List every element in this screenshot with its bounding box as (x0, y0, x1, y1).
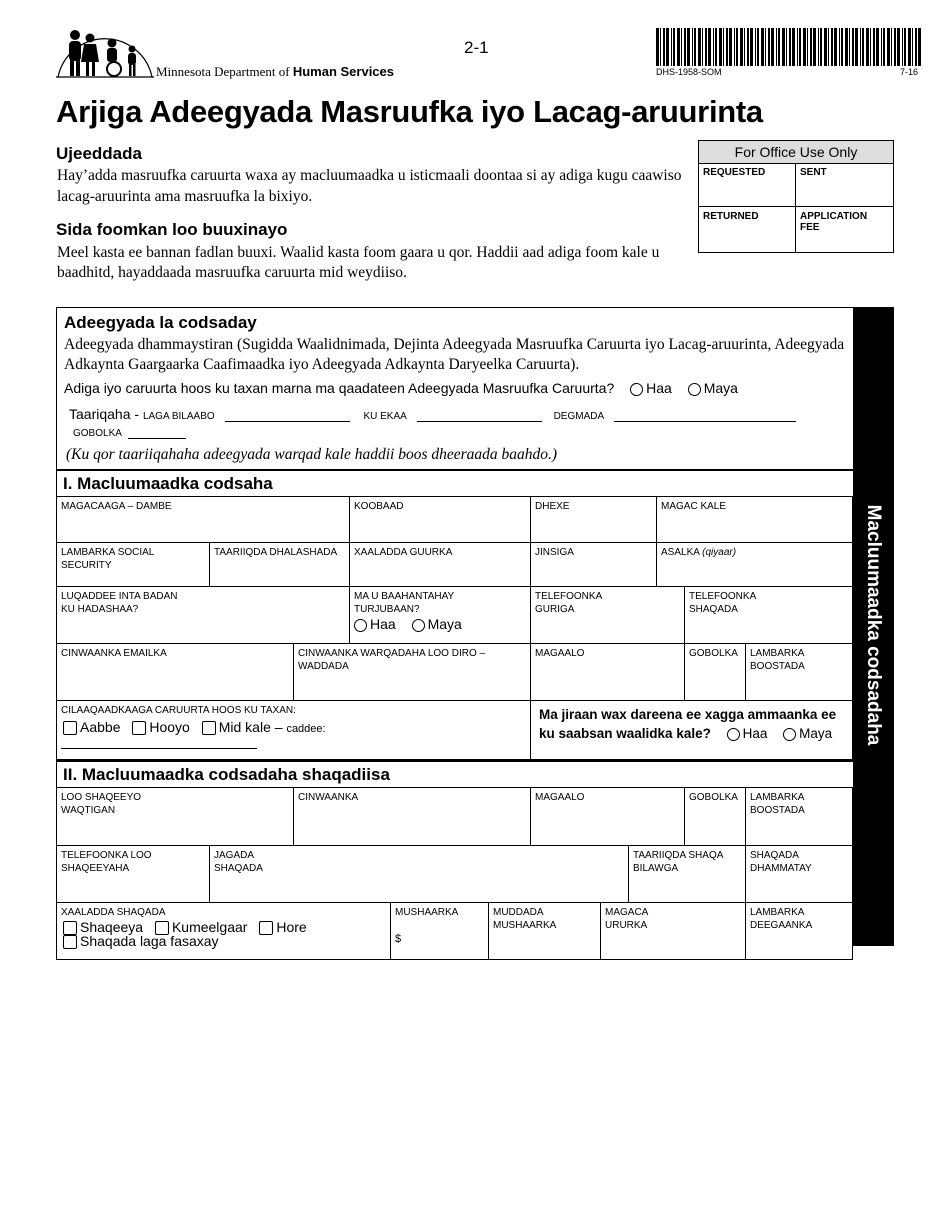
section-2-heading: II. Macluumaadka codsadaha shaqadiisa (57, 760, 853, 788)
other-name-field[interactable]: MAGAC KALE (657, 497, 853, 543)
home-phone-label-2: GURIGA (535, 604, 575, 615)
barcode-bar (918, 28, 921, 66)
barcode-bar (765, 28, 766, 66)
employer-zip-label-1: LAMBARKA (750, 792, 805, 803)
barcode-bar (818, 28, 819, 66)
barcode-bar (768, 28, 770, 66)
union-field[interactable] (601, 903, 746, 960)
union-label-1: MAGACA (605, 907, 649, 918)
job-title-label-2: SHAQADA (214, 863, 263, 874)
barcode-bar (671, 28, 672, 66)
barcode-bar (726, 28, 728, 66)
barcode-bar (803, 28, 806, 66)
barcode-bar (897, 28, 900, 66)
relationship-field (57, 701, 531, 760)
barcode-bar (713, 28, 714, 66)
mailing-label-1: CINWAANKA WARQADAHA LOO DIRO – (298, 648, 486, 659)
barcode-bar (881, 28, 882, 66)
first-name-field[interactable]: KOOBAAD (350, 497, 531, 543)
specify-label: caddee: (286, 723, 326, 735)
last-name-field[interactable]: MAGACAAGA – DAMBE (57, 497, 350, 543)
barcode-bar (908, 28, 911, 66)
barcode-bar (705, 28, 707, 66)
no-label: Maya (799, 726, 833, 741)
office-use-title: For Office Use Only (699, 141, 893, 164)
page-title: Arjiga Adeegyada Masruufka iyo Lacag-aruurinta (56, 94, 763, 129)
barcode-bar (887, 28, 890, 66)
zip-label-2: BOOSTADA (750, 661, 805, 672)
barcode-bar (687, 28, 690, 66)
interpreter-no-radio[interactable] (412, 619, 425, 632)
agency-name: Human Services (292, 64, 394, 79)
interpreter-label-1: MA U BAAHANTAHAY (354, 591, 455, 602)
prior-services-yes-radio[interactable] (630, 383, 643, 396)
dob-field[interactable]: TAARIIQDA DHALASHADA (210, 543, 350, 587)
barcode-bar (750, 28, 753, 66)
end-date-label-1: SHAQADA (750, 850, 799, 861)
agency-prefix: Minnesota Department of (156, 64, 290, 79)
job-title-field[interactable] (210, 846, 629, 903)
barcode-bar (894, 28, 896, 66)
barcode-bar (870, 28, 871, 66)
barcode-bar (912, 28, 913, 66)
end-date-label-2: DHAMMATAY (750, 863, 812, 874)
barcode-bar (729, 28, 732, 66)
barcode-bar (789, 28, 791, 66)
services-note: (Ku qor taariiqahaha adeegyada warqad kale haddii boos dheeraada baahdo.) (66, 446, 558, 463)
barcode-bar (834, 28, 837, 66)
barcode-bar (708, 28, 711, 66)
office-returned: RETURNED (699, 207, 796, 252)
city-field[interactable]: MAGAALO (531, 644, 685, 701)
start-date-field-s2[interactable] (629, 846, 746, 903)
license-field[interactable] (746, 903, 853, 960)
mother-checkbox[interactable] (132, 721, 146, 735)
barcode-bar (860, 28, 861, 66)
barcode-bar (698, 28, 701, 66)
start-label: LAGA BILAABO (142, 411, 215, 422)
dates-row (69, 406, 796, 422)
employer-phone-field[interactable] (57, 846, 210, 903)
zip-field[interactable] (746, 644, 853, 701)
instructions-heading: Sida foomkan loo buuxinayo (56, 220, 288, 239)
pay-period-label-1: MUDDADA (493, 907, 544, 918)
dollar-sign: $ (395, 933, 402, 945)
barcode-bar (677, 28, 680, 66)
no-label: Maya (427, 616, 462, 632)
barcode-bar (820, 28, 822, 66)
office-requested: REQUESTED (699, 163, 796, 207)
dhs-logo (56, 27, 154, 79)
barcode-bar (663, 28, 665, 66)
barcode-bar (740, 28, 743, 66)
interpreter-field (350, 587, 531, 644)
barcode (656, 28, 922, 66)
safety-yes-radio[interactable] (727, 728, 740, 741)
language-label-2: KU HADASHAA? (61, 604, 139, 615)
barcode-bar (902, 28, 903, 66)
section-1-heading: I. Macluumaadka codsaha (57, 469, 853, 497)
start-date-field[interactable] (225, 421, 350, 422)
barcode-bar (849, 28, 850, 66)
state-field-s1[interactable]: GOBOLKA (685, 644, 746, 701)
barcode-bar (831, 28, 833, 66)
county-field[interactable] (614, 421, 796, 422)
dates-label: Taariqaha - (69, 406, 140, 422)
other-specify-field[interactable] (61, 748, 257, 749)
barcode-bar (747, 28, 749, 66)
state-field[interactable] (128, 426, 186, 439)
prior-services-no-radio[interactable] (688, 383, 701, 396)
status-options-2 (55, 935, 386, 949)
office-fee: APPLICATION FEE (800, 211, 868, 233)
zip-label-1: LAMBARKA (750, 648, 805, 659)
employer-phone-label-2: SHAQEEYAHA (61, 863, 130, 874)
barcode-bar (866, 28, 869, 66)
other-checkbox[interactable] (202, 721, 216, 735)
employed-checkbox[interactable] (63, 921, 77, 935)
end-label: KU EKAA (363, 411, 407, 422)
barcode-bar (828, 28, 829, 66)
barcode-bar (702, 28, 703, 66)
barcode-bar (786, 28, 787, 66)
barcode-bar (904, 28, 906, 66)
barcode-bar (839, 28, 840, 66)
barcode-bar (915, 28, 917, 66)
purpose-heading: Ujeeddada (56, 144, 142, 163)
sex-field[interactable]: JINSIGA (531, 543, 657, 587)
county-label: DEGMADA (553, 411, 605, 422)
language-label-1: LUQADDEE INTA BADAN (61, 591, 178, 602)
other-label: Mid kale – (218, 719, 283, 735)
employed-label: Shaqeeya (80, 919, 144, 935)
work-phone-field[interactable] (685, 587, 853, 644)
services-description: Adeegyada dhammaystiran (Sugidda Waalidnimada, Dejinta Adeegyada Masruufka Caruurta iyo Lacag-aruurinta, Adeegyada Adkaynta Gaargaarka Caafimaadka iyo Adeegyada Adkaynta Daryeelka Caruurta). (64, 336, 845, 373)
laid-off-checkbox[interactable] (63, 935, 77, 949)
employment-status-label: XAALADDA SHAQADA (61, 907, 166, 918)
prior-services-text: Adiga iyo caruurta hoos ku taxan marna ma qaadateen Adeegyada Masruufka Caruurta? (64, 380, 615, 396)
barcode-bar (694, 28, 696, 66)
barcode-bar (876, 28, 879, 66)
ssn-field[interactable]: LAMBARKA SOCIAL SECURITY (57, 543, 210, 587)
form-id: DHS-1958-SOM (656, 67, 722, 77)
race-field[interactable] (657, 543, 853, 587)
barcode-bar (873, 28, 875, 66)
side-label: Macluumaadka codsadaha (863, 504, 884, 746)
home-phone-label-1: TELEFOONKA (535, 591, 603, 602)
wage-label: MUSHAARKA (395, 907, 459, 918)
license-label-1: LAMBARKA (750, 907, 805, 918)
middle-name-field[interactable]: DHEXE (531, 497, 657, 543)
instructions-text: Meel kasta ee bannan fadlan buuxi. Waalid kasta foom gaara u qor. Haddii aad adiga foom kale u baadhitd, hayaddaada masruufka caruurta mid weydiiso. (57, 244, 660, 281)
form-date: 7-16 (900, 67, 919, 77)
office-use-box (698, 140, 894, 253)
former-label: Hore (276, 919, 307, 935)
barcode-bar (684, 28, 686, 66)
license-label-2: DEEGAANKA (750, 920, 813, 931)
employer-zip-field[interactable] (746, 788, 853, 846)
relationship-options (55, 721, 526, 736)
mailing-address-field[interactable] (294, 644, 531, 701)
employment-status-field (57, 903, 391, 960)
barcode-bar (719, 28, 722, 66)
employer-city-field[interactable]: MAGAALO (531, 788, 685, 846)
relationship-label: CILAAQAADKAAGA CARUURTA HOOS KU TAXAN: (61, 705, 296, 716)
barcode-bar (810, 28, 812, 66)
start-date-label-2: BILAWGA (633, 863, 679, 874)
barcode-bar (883, 28, 885, 66)
barcode-bar (841, 28, 843, 66)
employer-address-field[interactable]: CINWAANKA (294, 788, 531, 846)
interpreter-label-2: TURJUBAAN? (354, 604, 420, 615)
barcode-bar (824, 28, 827, 66)
father-label: Aabbe (80, 719, 121, 735)
union-label-2: URURKA (605, 920, 648, 931)
barcode-bar (757, 28, 759, 66)
employer-field[interactable] (57, 788, 294, 846)
safety-text: Ma jiraan wax dareena ee xagga ammaanka ee ku saabsan waalidka kale? (539, 707, 837, 741)
work-phone-label-2: SHAQADA (689, 604, 738, 615)
barcode-bar (862, 28, 864, 66)
start-date-label-1: TAARIIQDA SHAQA (633, 850, 724, 861)
end-date-field-s2[interactable] (746, 846, 853, 903)
page-number: 2-1 (464, 38, 489, 57)
yes-label: Haa (370, 616, 396, 632)
wage-field[interactable] (391, 903, 489, 960)
barcode-bar (771, 28, 774, 66)
services-heading: Adeegyada la codsaday (64, 313, 257, 332)
barcode-bar (807, 28, 808, 66)
father-checkbox[interactable] (63, 721, 77, 735)
barcode-bar (852, 28, 854, 66)
interpreter-options (346, 618, 526, 632)
no-label: Maya (703, 380, 738, 396)
mailing-label-2: WADDADA (298, 661, 349, 672)
office-sent: SENT (796, 163, 893, 207)
barcode-bar (891, 28, 892, 66)
marital-status-field[interactable]: XAALADDA GUURKA (350, 543, 531, 587)
end-date-field[interactable] (417, 421, 542, 422)
barcode-bar (792, 28, 795, 66)
barcode-bar (776, 28, 777, 66)
barcode-bar (813, 28, 816, 66)
agency-line (156, 64, 394, 80)
barcode-bar (656, 28, 659, 66)
mother-label: Hooyo (149, 719, 190, 735)
employer-zip-label-2: BOOSTADA (750, 805, 805, 816)
interpreter-yes-radio[interactable] (354, 619, 367, 632)
safety-question (531, 701, 853, 760)
yes-label: Haa (646, 380, 672, 396)
yes-label: Haa (742, 726, 768, 741)
purpose-text: Hay’adda masruufka caruurta waxa ay macluumaadka u isticmaali doontaa si ay adiga kugu caawiso lacag-aruurinta ama masruufka la bixiyo. (57, 167, 682, 205)
barcode-bar (755, 28, 756, 66)
barcode-bar (692, 28, 693, 66)
barcode-bar (778, 28, 780, 66)
barcode-bar (845, 28, 848, 66)
barcode-bar (673, 28, 675, 66)
employer-state-field[interactable]: GOBOLKA (685, 788, 746, 846)
employer-label-2: WAQTIGAN (61, 805, 116, 816)
barcode-bar (715, 28, 717, 66)
employer-phone-label-1: TELEFOONKA LOO (61, 850, 152, 861)
barcode-bar (744, 28, 745, 66)
barcode-bar (681, 28, 682, 66)
barcode-bar (666, 28, 669, 66)
home-phone-field[interactable] (531, 587, 685, 644)
pay-period-field[interactable] (489, 903, 601, 960)
laid-off-label: Shaqada laga fasaxay (80, 933, 219, 949)
barcode-bar (855, 28, 858, 66)
barcode-bar (799, 28, 801, 66)
email-field[interactable]: CINWAANKA EMAILKA (57, 644, 294, 701)
barcode-bar (723, 28, 724, 66)
barcode-bar (761, 28, 764, 66)
prior-services-question (64, 380, 738, 396)
race-optional: (qiyaar) (702, 547, 737, 558)
temporary-label: Kumeelgaar (171, 919, 248, 935)
barcode-bar (782, 28, 785, 66)
safety-no-radio[interactable] (783, 728, 796, 741)
state-row (73, 426, 186, 439)
work-phone-label-1: TELEFOONKA (689, 591, 757, 602)
pay-period-label-2: MUSHAARKA (493, 920, 557, 931)
job-title-label-1: JAGADA (214, 850, 255, 861)
barcode-bar (734, 28, 735, 66)
barcode-bar (736, 28, 738, 66)
barcode-bar (660, 28, 661, 66)
language-field[interactable] (57, 587, 350, 644)
employer-label-1: LOO SHAQEEYO (61, 792, 142, 803)
former-checkbox[interactable] (259, 921, 273, 935)
state-label: GOBOLKA (73, 428, 122, 439)
race-label: ASALKA (661, 547, 700, 558)
barcode-bar (797, 28, 798, 66)
